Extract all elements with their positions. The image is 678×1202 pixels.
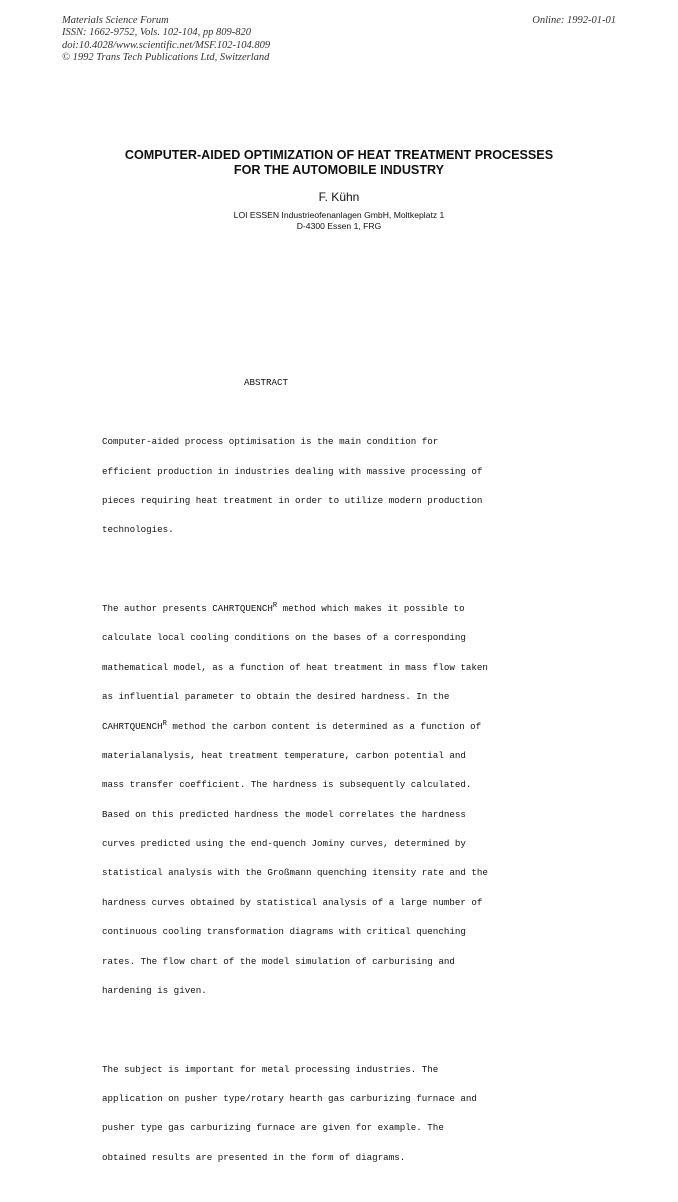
title-line-2: FOR THE AUTOMOBILE INDUSTRY [233,163,445,177]
abstract-line: statistical analysis with the Großmann quenching itensity rate and the [102,867,488,879]
abstract-text: method the carbon content is determined as a function of [166,720,482,732]
abstract-line: continuous cooling transformation diagrams with critical quenching [102,926,466,938]
affiliation-line-1: LOI ESSEN Industrieofenanlagen GmbH, Moltkeplatz 1 [233,210,445,220]
abstract-line: as influential parameter to obtain the desired hardness. In the [102,691,450,703]
abstract-text: CAHRTQUENCH [102,720,163,732]
abstract-line: materialanalysis, heat treatment temperature, carbon potential and [102,749,466,761]
online-date: Online: 1992-01-01 [532,15,616,26]
abstract-line: calculate local cooling conditions on the bases of a corresponding [102,632,466,644]
abstract-body [102,398,488,1202]
abstract-heading-row [0,377,530,388]
title-line-1: COMPUTER-AIDED OPTIMIZATION OF HEAT TREATMENT PROCESSES [124,148,554,162]
abstract-line: technologies. [102,524,174,536]
abstract-line: efficient production in industries dealing with massive processing of [102,465,483,477]
abstract-line: application on pusher type/rotary hearth gas carburizing furnace and [102,1092,477,1104]
affiliation-line-2: D-4300 Essen 1, FRG [296,221,382,231]
affiliation [0,210,678,232]
abstract-paragraph-3 [102,1045,488,1182]
abstract-line: pieces requiring heat treatment in order to utilize modern production [102,494,483,506]
abstract-line: Computer-aided process optimisation is the main condition for [102,436,439,448]
abstract-line: The subject is important for metal processing industries. The [102,1063,439,1075]
abstract-paragraph-1 [102,418,488,555]
abstract-line [102,719,488,732]
abstract-line: hardening is given. [102,985,207,997]
issn-line: ISSN: 1662-9752, Vols. 102-104, pp 809-820 [62,27,251,39]
journal-name: Materials Science Forum [62,15,169,26]
abstract-line: pusher type gas carburizing furnace are given for example. The [102,1122,444,1134]
paper-title [60,148,618,178]
registered-mark: R [162,719,167,728]
abstract-paragraph-2 [102,584,488,1015]
abstract-line: mass transfer coefficient. The hardness is subsequently calculated. [102,779,472,791]
author-name: F. Kühn [318,190,360,204]
abstract-heading: ABSTRACT [243,377,289,388]
abstract-line: Based on this predicted hardness the model correlates the hardness [102,808,466,820]
abstract-line: obtained results are presented in the form of diagrams. [102,1151,406,1163]
doi-link[interactable]: doi:10.4028/www.scientific.net/MSF.102-104.809 [62,39,271,51]
abstract-text: The author presents CAHRTQUENCH [102,602,273,614]
abstract-line: curves predicted using the end-quench Jominy curves, determined by [102,838,466,850]
registered-mark: R [272,601,278,610]
abstract-line [102,601,488,614]
copyright-line: © 1992 Trans Tech Publications Ltd, Switzerland [62,52,270,64]
publication-info [62,15,270,65]
abstract-line: mathematical model, as a function of heat treatment in mass flow taken [102,661,488,673]
abstract-line: hardness curves obtained by statistical analysis of a large number of [102,896,483,908]
abstract-text: method which makes it possible to [277,602,465,614]
abstract-line: rates. The flow chart of the model simulation of carburising and [102,955,455,967]
